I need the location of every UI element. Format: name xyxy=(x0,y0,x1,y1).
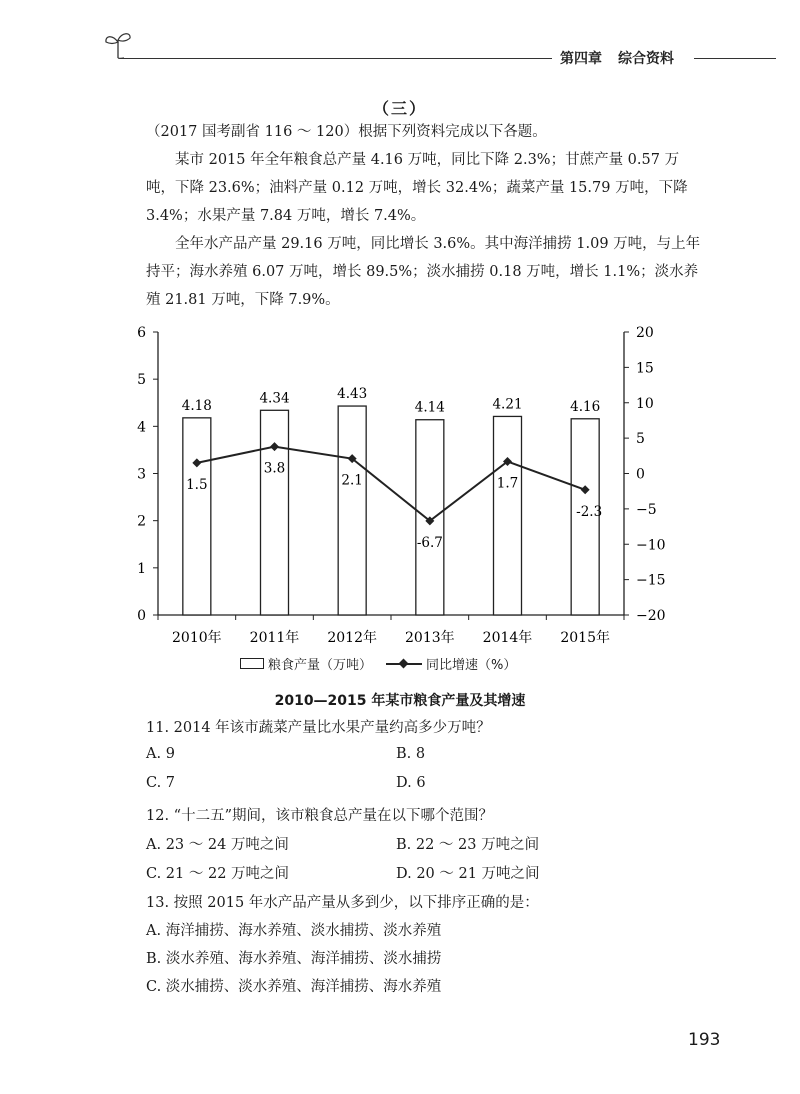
bar-grain-output xyxy=(494,416,522,615)
growth-rate-label: 2.1 xyxy=(341,472,363,489)
right-axis-tick-label: −20 xyxy=(636,608,666,624)
x-axis-category-label: 2014年 xyxy=(482,630,533,646)
growth-rate-label: 1.7 xyxy=(496,475,519,492)
bar-grain-output xyxy=(338,406,366,615)
growth-rate-label: -6.7 xyxy=(416,534,443,551)
q13-option-b: B. 淡水养殖、海水养殖、海洋捕捞、淡水捕捞 xyxy=(146,951,442,967)
bar-grain-output xyxy=(183,418,211,615)
grain-output-chart xyxy=(0,318,800,654)
q11-option-c: C. 7 xyxy=(146,775,176,791)
bar-value-label: 4.43 xyxy=(337,386,368,403)
x-axis-category-label: 2015年 xyxy=(560,630,610,646)
sprout-icon xyxy=(100,28,140,62)
growth-rate-line xyxy=(197,447,585,521)
legend-bar-swatch xyxy=(240,658,264,669)
left-axis-tick-label: 5 xyxy=(137,372,146,389)
header-rule-right xyxy=(694,58,776,59)
right-axis-tick-label: 15 xyxy=(636,360,654,377)
legend-bar-label: 粮食产量（万吨） xyxy=(268,658,373,673)
right-axis-tick-label: 20 xyxy=(636,325,654,341)
chapter-number: 第四章 xyxy=(560,51,602,67)
bar-value-label: 4.16 xyxy=(570,398,601,415)
left-axis-tick-label: 2 xyxy=(137,513,146,530)
q13-option-c: C. 淡水捕捞、淡水养殖、海洋捕捞、海水养殖 xyxy=(146,979,442,995)
right-axis-tick-label: −5 xyxy=(636,501,657,518)
page-number: 193 xyxy=(688,1030,721,1050)
q12-option-a: A. 23 ～ 24 万吨之间 xyxy=(146,837,289,853)
bar-value-label: 4.21 xyxy=(492,396,523,413)
left-axis-tick-label: 0 xyxy=(137,608,146,624)
left-axis-tick-label: 4 xyxy=(137,419,146,436)
right-axis-tick-label: −15 xyxy=(636,572,666,589)
bar-value-label: 4.18 xyxy=(181,397,212,414)
chapter-label xyxy=(560,48,674,68)
left-axis-tick-label: 3 xyxy=(137,466,146,483)
growth-rate-label: -2.3 xyxy=(576,503,603,520)
header-rule-left xyxy=(120,58,552,59)
x-axis-category-label: 2010年 xyxy=(172,630,222,646)
q12-option-d: D. 20 ～ 21 万吨之间 xyxy=(396,866,540,882)
chart-legend xyxy=(240,654,516,673)
intro-paragraph-aquatic: 全年水产品产量 29.16 万吨，同比增长 3.6%。其中海洋捕捞 1.09 万吨，与上年持平；海水养殖 6.07 万吨，增长 89.5%；淡水捕捞 0.18 万吨，增长 1.1%；淡水养殖 21.81 万吨，下降 7.9%。 xyxy=(146,236,701,308)
right-axis-tick-label: 5 xyxy=(636,431,645,448)
q12-option-b: B. 22 ～ 23 万吨之间 xyxy=(396,837,540,853)
q12-option-c: C. 21 ～ 22 万吨之间 xyxy=(146,866,290,882)
legend-line-label: 同比增速（%） xyxy=(426,658,517,673)
x-axis-category-label: 2011年 xyxy=(249,630,300,646)
q11-option-b: B. 8 xyxy=(396,746,426,762)
q13-option-a: A. 海洋捕捞、海水养殖、淡水捕捞、淡水养殖 xyxy=(146,923,442,939)
question-13: 13. 按照 2015 年水产品产量从多到少，以下排序正确的是： xyxy=(146,895,539,911)
bar-value-label: 4.34 xyxy=(259,390,290,407)
x-axis-category-label: 2012年 xyxy=(327,630,377,646)
left-axis-tick-label: 6 xyxy=(137,325,146,341)
right-axis-tick-label: 10 xyxy=(636,395,654,412)
section-title: （三） xyxy=(372,99,427,118)
intro-paragraph-grain: 某市 2015 年全年粮食总产量 4.16 万吨，同比下降 2.3%；甘蔗产量 0.57 万吨，下降 23.6%；油料产量 0.12 万吨，增长 32.4%；蔬菜产量 15.79 万吨，下降 3.4%；水果产量 7.84 万吨，增长 7.4%。 xyxy=(146,152,688,224)
growth-rate-label: 3.8 xyxy=(263,460,286,477)
intro-source: （2017 国考副省 116 ～ 120）根据下列资料完成以下各题。 xyxy=(146,124,547,140)
bar-grain-output xyxy=(261,410,289,615)
question-11: 11. 2014 年该市蔬菜产量比水果产量约高多少万吨？ xyxy=(146,720,491,736)
left-axis-tick-label: 1 xyxy=(137,560,146,577)
right-axis-tick-label: 0 xyxy=(636,466,645,483)
right-axis-tick-label: −10 xyxy=(636,537,666,554)
q11-option-a: A. 9 xyxy=(146,746,175,762)
question-12: 12. “十二五”期间，该市粮食总产量在以下哪个范围？ xyxy=(146,808,493,824)
bar-value-label: 4.14 xyxy=(414,399,445,416)
page-header xyxy=(0,0,800,70)
growth-rate-label: 1.5 xyxy=(186,476,208,493)
chapter-section: 综合资料 xyxy=(618,51,674,67)
x-axis-category-label: 2013年 xyxy=(405,630,455,646)
chart-title: 2010—2015 年某市粮食产量及其增速 xyxy=(274,693,526,709)
legend-line-swatch xyxy=(386,658,422,670)
q11-option-d: D. 6 xyxy=(396,775,426,791)
